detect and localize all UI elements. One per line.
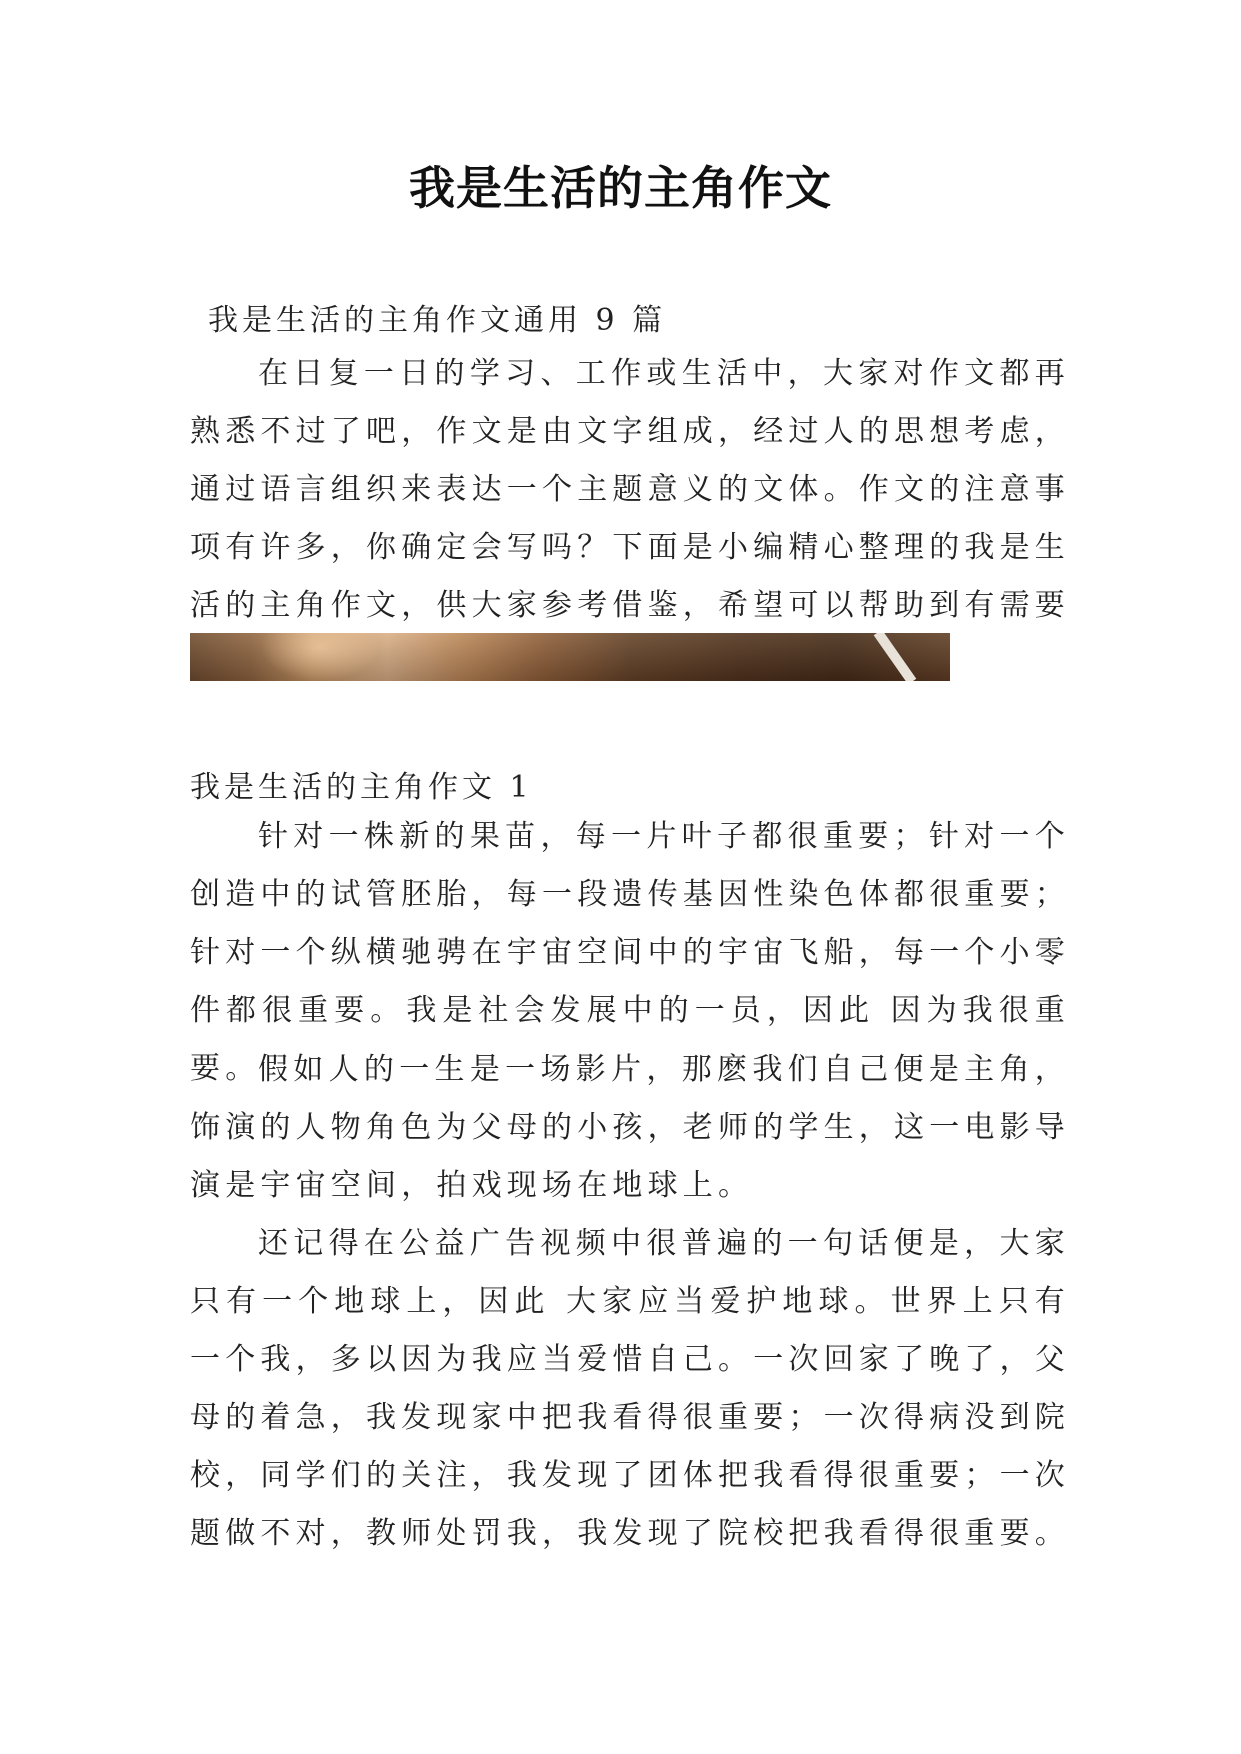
document-subtitle: 我是生活的主角作文通用 9 篇 — [208, 303, 667, 338]
section-heading: 我是生活的主角作文 1 — [190, 770, 533, 805]
section-paragraph-2: 假如人的一生是一场影片，那麽我们自己便是主角，饰演的人物角色为父母的小孩，老师的学生，这一电影导演是宇宙空间，拍戏现场在地球上。 — [190, 1052, 1070, 1203]
section-paragraph-3: 还记得在公益广告视频中很普遍的一句话便是，大家只有一个地球上，因此 大家应当爱护地球。世界上只有一个我，多以因为我应当爱惜自己。一次回家了晚了，父母的着急，我发现家中把我看得很重要；一次得病没到院校，同学们的关注，我发现了团体把我看得很重要；一次题做不对，教师处罚我，我发现了院校把我看得很重要。 — [190, 1226, 1070, 1551]
section-paragraph-1: 针对一株新的果苗，每一片叶子都很重要；针对一个创造中的试管胚胎，每一段遗传基因性染色体都很重要；针对一个纵横驰骋在宇宙空间中的宇宙飞船，每一个小零件都很重要。我是社会发展中的一员，因此 因为我很重要。 — [190, 819, 1070, 1086]
embedded-photo — [190, 633, 950, 681]
photo-highlight — [260, 633, 380, 681]
document-title: 我是生活的主角作文 — [409, 161, 832, 215]
intro-paragraph: 在日复一日的学习、工作或生活中，大家对作文都再熟悉不过了吧，作文是由文字组成，经过人的思想考虑，通过语言组织来表达一个主题意义的文体。作文的注意事项有许多，你确定会写吗？下面是小编精心整理的我是生活的主角作文，供大家参考借鉴，希望可以帮助到有需要 — [190, 356, 1070, 623]
